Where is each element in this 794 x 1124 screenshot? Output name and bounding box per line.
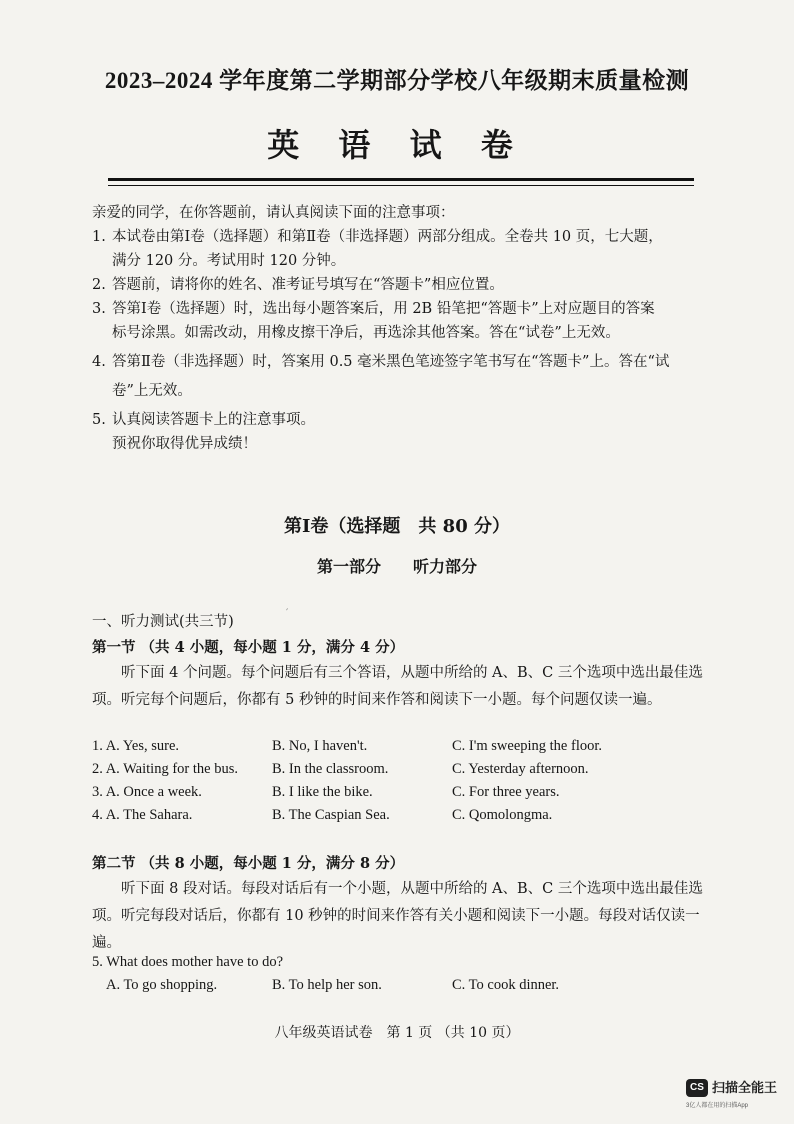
question-row-3: [92, 784, 712, 807]
section-one-questions: [92, 738, 712, 830]
option-c: C. For three years.: [452, 784, 560, 800]
section-two-title: 第二节 （共 8 小题，每小题 1 分，满分 8 分）: [92, 855, 405, 872]
title-rule-thick: [108, 178, 694, 181]
question-5-options: [92, 977, 712, 1000]
section-two-instructions: 听下面 8 段对话。每段对话后有一个小题，从题中所给的 A、B、C 三个选项中选出最佳选项。听完每段对话后，你都有 10 秒钟的时间来作答有关小题和阅读下一小题。每段对话仅读一遍。: [92, 881, 703, 951]
option-c: C. Qomolongma.: [452, 807, 553, 823]
exam-subject-title: 英 语 试 卷: [267, 126, 527, 164]
cs-logo-icon: CS: [686, 1079, 708, 1097]
option-b: B. In the classroom.: [272, 761, 389, 777]
page-footer: 八年级英语试卷 第 1 页 （共 10 页）: [274, 1025, 520, 1041]
option-b: B. No, I haven't.: [272, 738, 368, 754]
question-row-1: [92, 738, 712, 761]
option-c: C. To cook dinner.: [452, 977, 560, 993]
volume-title: 第Ⅰ卷（选择题 共 80 分）: [283, 516, 510, 537]
option-a: A. To go shopping.: [106, 977, 218, 993]
question-5-stem: 5. What does mother have to do?: [92, 954, 283, 970]
notice-item-number: 3.: [92, 301, 106, 317]
title-rule-thin: [108, 185, 694, 186]
option-c: C. Yesterday afternoon.: [452, 761, 589, 777]
notice-item-4: [92, 350, 728, 374]
question-5: [92, 954, 712, 1000]
option-a: 3. A. Once a week.: [92, 784, 202, 800]
question-row-2: [92, 761, 712, 784]
notice-item-continuation: 标号涂黑。如需改动，用橡皮擦干净后，再选涂其他答案。答在“试卷”上无效。: [112, 325, 620, 341]
notice-item-number: 5.: [92, 412, 106, 428]
notice-item-2: [92, 273, 728, 297]
notice-item-text: 认真阅读答题卡上的注意事项。: [112, 412, 315, 428]
notice-item-1: [92, 225, 728, 249]
part-title: 第一部分 听力部分: [316, 557, 477, 576]
notice-item-text: 本试卷由第Ⅰ卷（选择题）和第Ⅱ卷（非选择题）两部分组成。全卷共 10 页，七大题，: [112, 229, 663, 245]
question-5-stem-row: [92, 954, 712, 977]
section-one-title: 第一节 （共 4 小题，每小题 1 分，满分 4 分）: [92, 639, 405, 656]
section-one-instructions: 听下面 4 个问题。每个问题后有三个答语，从题中所给的 A、B、C 三个选项中选出最佳选项。听完每个问题后，你都有 5 秒钟的时间来作答和阅读下一小题。每个问题仅读一遍。: [92, 665, 703, 708]
option-a: 4. A. The Sahara.: [92, 807, 193, 823]
question-row-4: [92, 807, 712, 830]
notice-item-continuation: 满分 120 分。考试用时 120 分钟。: [112, 253, 346, 269]
notice-item-text: 答第Ⅰ卷（选择题）时，选出每小题答案后，用 2B 铅笔把“答题卡”上对应题目的答案: [112, 301, 655, 317]
section-one: [92, 636, 712, 714]
section-two: [92, 852, 712, 957]
option-b: B. I like the bike.: [272, 784, 373, 800]
notice-block: [92, 201, 728, 456]
option-a: 1. A. Yes, sure.: [92, 738, 180, 754]
scan-mark: ′: [286, 608, 289, 619]
option-b: B. The Caspian Sea.: [272, 807, 390, 823]
exam-main-title: 2023–2024 学年度第二学期部分学校八年级期末质量检测: [104, 68, 690, 93]
notice-item-continuation: 卷”上无效。: [112, 383, 192, 399]
watermark-tagline: 3亿人都在用的扫描App: [686, 1103, 749, 1109]
option-b: B. To help her son.: [272, 977, 382, 993]
notice-item-number: 1.: [92, 229, 106, 245]
option-a: 2. A. Waiting for the bus.: [92, 761, 238, 777]
notice-intro: 亲爱的同学，在你答题前，请认真阅读下面的注意事项：: [92, 205, 455, 221]
notice-item-number: 4.: [92, 354, 106, 370]
notice-item-3: [92, 297, 728, 321]
notice-good-luck: 预祝你取得优异成绩！: [112, 436, 257, 452]
notice-item-text: 答题前，请将你的姓名、准考证号填写在“答题卡”相应位置。: [112, 277, 504, 293]
notice-item-number: 2.: [92, 277, 106, 293]
watermark-app-name: 扫描全能王: [712, 1080, 778, 1095]
listening-section-title: 一、听力测试(共三节): [92, 614, 234, 630]
option-c: C. I'm sweeping the floor.: [452, 738, 603, 754]
notice-item-text: 答第Ⅱ卷（非选择题）时，答案用 0.5 毫米黑色笔迹签字笔书写在“答题卡”上。答在“试: [112, 354, 670, 370]
listening-heading: [92, 610, 712, 631]
notice-item-5: [92, 408, 728, 432]
